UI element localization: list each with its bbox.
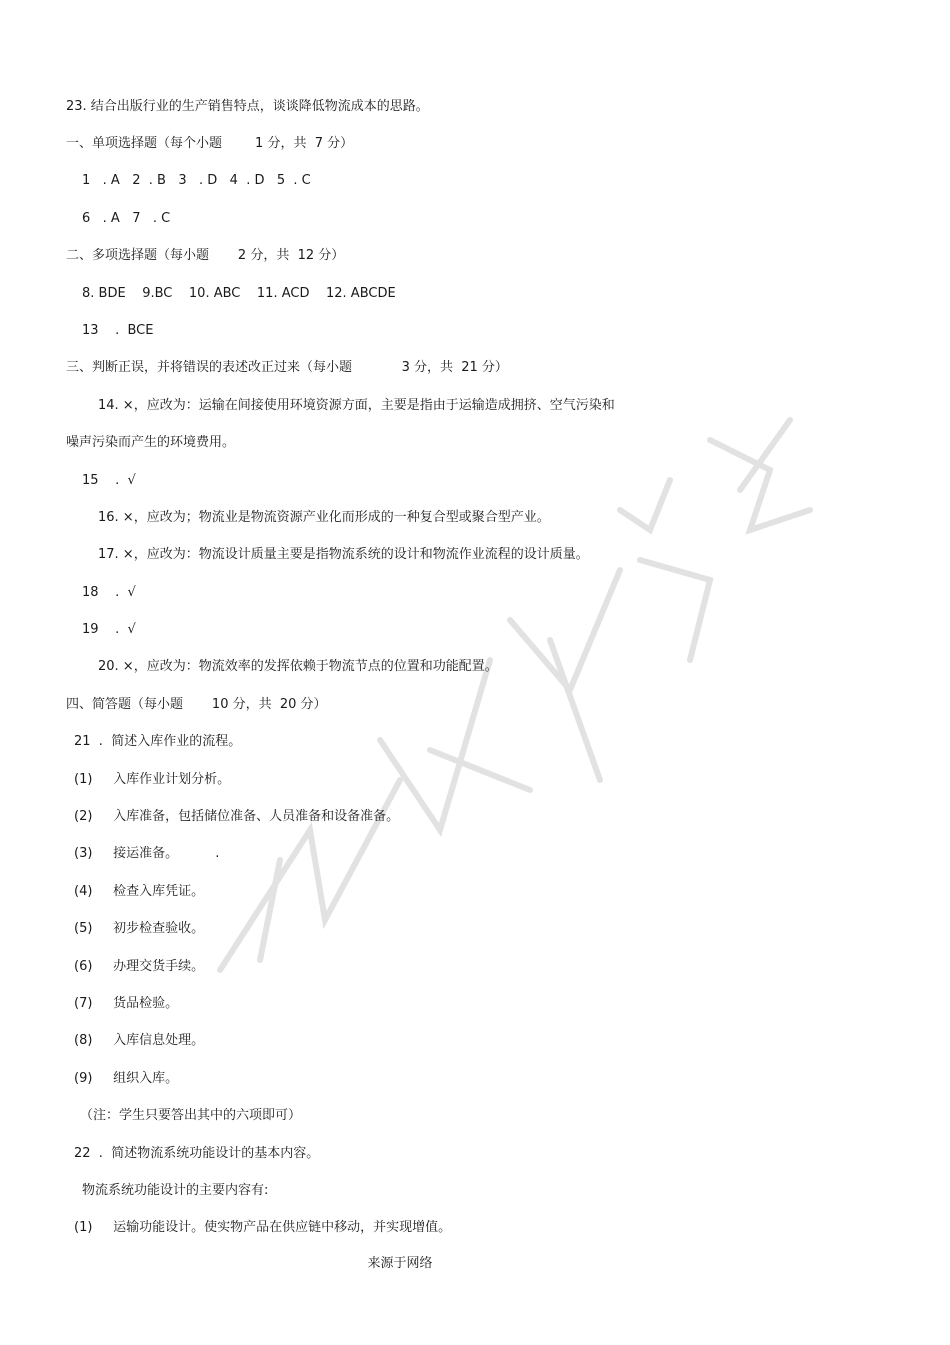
page-footer: 来源于网络 <box>367 1256 433 1271</box>
answers-8-12: 8. BDE 9.BC 10. ABC 11. ACD 12. ABCDE <box>82 286 396 301</box>
answers-6-7: 6 . A 7 . C <box>82 211 171 226</box>
q21-item-7: (7) 货品检验。 <box>74 996 179 1011</box>
section-3-heading: 三、判断正误，并将错误的表述改正过来（每小题 3 分，共 21 分） <box>66 360 508 375</box>
answer-18: 18 . √ <box>82 585 136 600</box>
answer-16: 16. ×，应改为；物流业是物流资源产业化而形成的一种复合型或聚合型产业。 <box>98 510 550 525</box>
answer-14: 14. ×，应改为：运输在间接使用环境资源方面，主要是指由于运输造成拥挤、空气污染和 <box>98 398 615 413</box>
q21-item-9: (9) 组织入库。 <box>74 1071 179 1086</box>
question-22: 22 . 简述物流系统功能设计的基本内容。 <box>74 1146 320 1161</box>
watermark-graphic <box>150 360 850 1000</box>
q21-item-5: (5) 初步检查验收。 <box>74 921 205 936</box>
section-1-heading: 一、单项选择题（每个小题 1 分，共 7 分） <box>66 136 354 151</box>
answer-15: 15 . √ <box>82 473 136 488</box>
answers-1-5: 1 . A 2 . B 3 . D 4 . D 5 . C <box>82 173 311 188</box>
answer-13: 13 . BCE <box>82 323 154 338</box>
q21-item-6: (6) 办理交货手续。 <box>74 959 205 974</box>
q21-item-1: (1) 入库作业计划分析。 <box>74 772 231 787</box>
answer-14-cont: 噪声污染而产生的环境费用。 <box>66 435 236 450</box>
answer-17: 17. ×，应改为：物流设计质量主要是指物流系统的设计和物流作业流程的设计质量。 <box>98 547 589 562</box>
q22-intro: 物流系统功能设计的主要内容有: <box>82 1183 269 1198</box>
question-23: 23. 结合出版行业的生产销售特点，谈谈降低物流成本的思路。 <box>66 99 429 114</box>
section-2-heading: 二、多项选择题（每小题 2 分，共 12 分） <box>66 248 345 263</box>
q22-item-1: (1) 运输功能设计。使实物产品在供应链中移动，并实现增值。 <box>74 1220 452 1235</box>
q21-note: （注：学生只要答出其中的六项即可） <box>80 1108 302 1123</box>
q21-item-4: (4) 检查入库凭证。 <box>74 884 205 899</box>
answer-19: 19 . √ <box>82 622 136 637</box>
q21-item-3: (3) 接运准备。 . <box>74 846 220 861</box>
question-21: 21 . 简述入库作业的流程。 <box>74 734 242 749</box>
q21-item-8: (8) 入库信息处理。 <box>74 1033 205 1048</box>
section-4-heading: 四、简答题（每小题 10 分，共 20 分） <box>66 697 327 712</box>
answer-20: 20. ×，应改为：物流效率的发挥依赖于物流节点的位置和功能配置。 <box>98 659 498 674</box>
q21-item-2: (2) 入库准备，包括储位准备、人员准备和设备准备。 <box>74 809 400 824</box>
